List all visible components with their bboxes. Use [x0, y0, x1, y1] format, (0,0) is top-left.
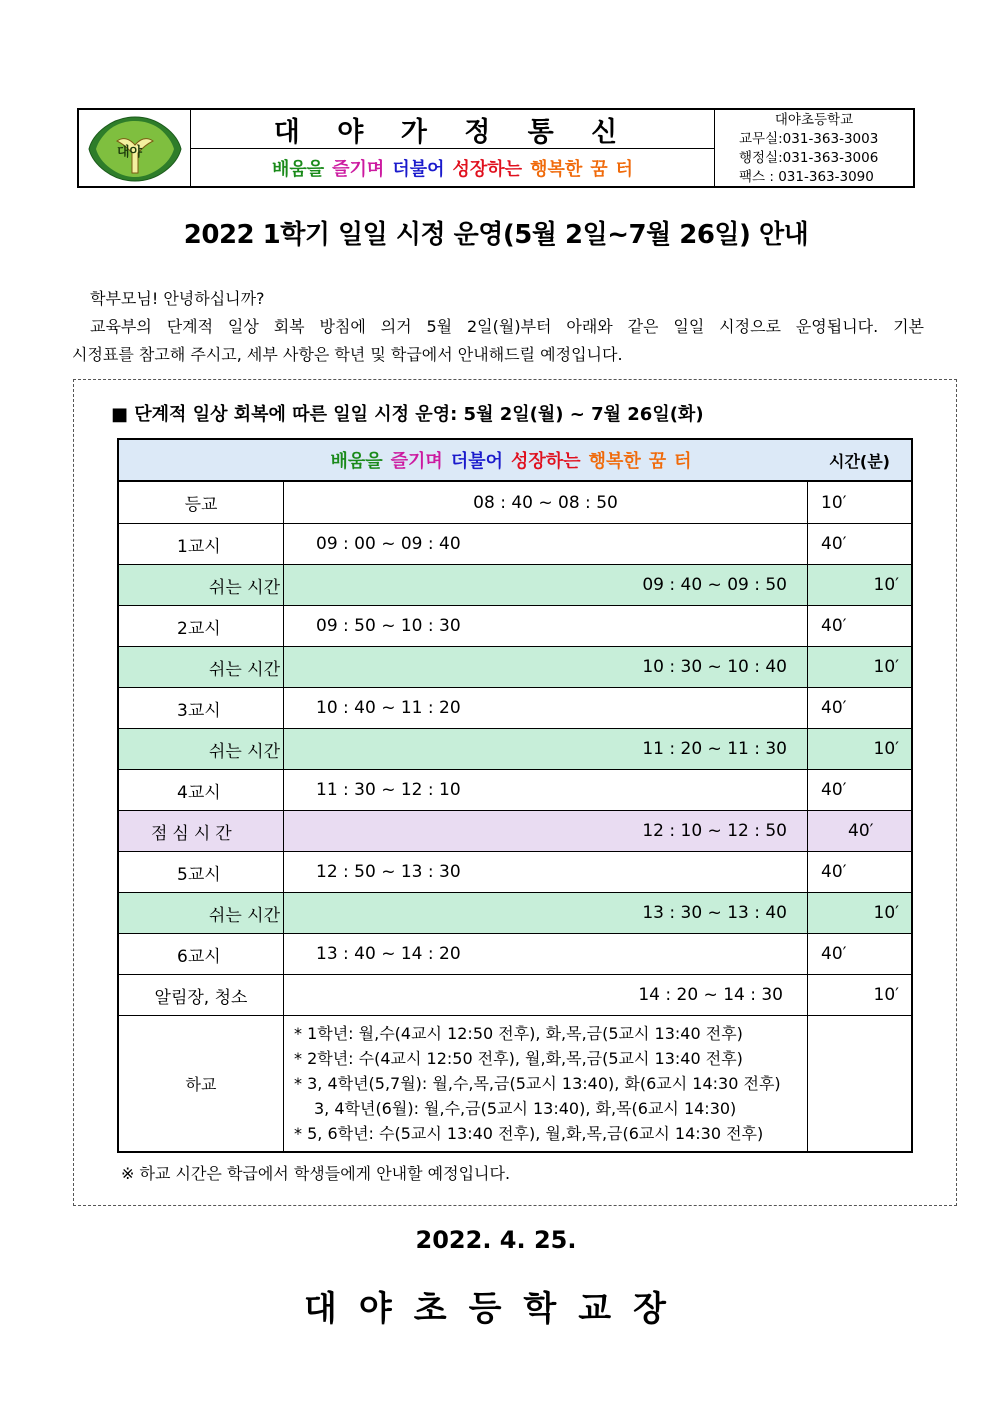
period-minutes: 40′ [821, 862, 847, 882]
period-time: 11 : 30 ~ 12 : 10 [284, 770, 808, 810]
table-row-break [119, 564, 911, 605]
table-row [119, 687, 911, 728]
slogan-word: 행복한 [530, 158, 583, 180]
table-row [119, 482, 911, 523]
contact-admin: 행정실:031-363-3006 [739, 150, 879, 166]
slogan-word: 더불어 [392, 158, 445, 180]
signer: 대야초등학교장 [304, 1289, 688, 1329]
period-minutes: 40′ [821, 780, 847, 800]
period-name: 등교 [119, 482, 284, 523]
intro-text [72, 285, 924, 369]
intro-line: 시정표를 참고해 주시고, 세부 사항은 학년 및 학급에서 안내해드릴 예정입니다. [72, 345, 623, 364]
table-row [119, 933, 911, 974]
slogan-word: 즐기며 [332, 158, 385, 180]
dismissal-line: * 1학년: 월,수(4교시 12:50 전후), 화,목,금(5교시 13:40 전후) [294, 1024, 743, 1043]
period-time: 08 : 40 ~ 08 : 50 [284, 482, 808, 523]
slogan-word: 터 [615, 158, 634, 180]
newsletter-title: 대 야 가 정 통 신 [191, 110, 714, 149]
period-name: 쉬는 시간 [119, 565, 284, 605]
table-row [119, 605, 911, 646]
page-title: 2022 1학기 일일 시정 운영(5월 2일~7월 26일) 안내 [183, 220, 809, 250]
period-name: 5교시 [119, 852, 284, 892]
dismissal-line: * 2학년: 수(4교시 12:50 전후), 월,화,목,금(5교시 13:40 전후) [294, 1049, 743, 1068]
period-name: 3교시 [119, 688, 284, 728]
period-minutes: 40′ [848, 821, 874, 841]
period-time: 13 : 40 ~ 14 : 20 [284, 934, 808, 974]
period-name: 6교시 [119, 934, 284, 974]
dismissal-line: * 5, 6학년: 수(5교시 13:40 전후), 월,화,목,금(6교시 14:30 전후) [294, 1124, 764, 1143]
school-emblem-icon [83, 111, 187, 185]
period-time: 13 : 30 ~ 13 : 40 [284, 893, 808, 933]
period-name: 쉬는 시간 [119, 647, 284, 687]
table-row-break [119, 646, 911, 687]
slogan-word: 즐기며 [390, 451, 443, 472]
period-minutes: 40′ [821, 698, 847, 718]
period-time: 09 : 50 ~ 10 : 30 [284, 606, 808, 646]
period-minutes: 10′ [873, 657, 899, 677]
period-name: 쉬는 시간 [119, 729, 284, 769]
period-minutes: 40′ [821, 944, 847, 964]
period-minutes: 40′ [821, 616, 847, 636]
slogan-word: 꿈 [648, 451, 667, 472]
table-row-lunch [119, 810, 911, 851]
table-row-dismissal [119, 1015, 911, 1151]
logo-text: 대야 [116, 145, 142, 160]
period-minutes: 10′ [873, 575, 899, 595]
table-row-break [119, 728, 911, 769]
period-name: 2교시 [119, 606, 284, 646]
slogan-word: 꿈 [590, 158, 608, 180]
table-row [119, 851, 911, 892]
period-name: 점심시간 [119, 811, 284, 851]
table-row [119, 974, 911, 1015]
period-name: 1교시 [119, 524, 284, 564]
slogan-word: 성장하는 [511, 451, 581, 472]
period-time: 09 : 00 ~ 09 : 40 [284, 524, 808, 564]
period-minutes: 10′ [821, 492, 847, 513]
period-minutes: 40′ [821, 534, 847, 554]
period-time: 11 : 20 ~ 11 : 30 [284, 729, 808, 769]
period-time: 10 : 30 ~ 10 : 40 [284, 647, 808, 687]
school-slogan [191, 149, 714, 186]
dismissal-line: * 3, 4학년(5,7월): 월,수,목,금(5교시 13:40), 화(6교시 14:30 전후) [294, 1074, 781, 1093]
slogan-word: 성장하는 [452, 158, 523, 180]
table-row [119, 769, 911, 810]
school-name: 대야초등학교 [774, 112, 854, 128]
issue-date: 2022. 4. 25. [415, 1226, 577, 1254]
school-logo [79, 110, 191, 186]
footnote: ※ 하교 시간은 학급에서 학생들에게 안내할 예정입니다. [121, 1164, 511, 1183]
table-header [119, 440, 911, 482]
newsletter-header [77, 108, 915, 188]
contact-office: 교무실:031-363-3003 [739, 131, 879, 147]
dismissal-line: 3, 4학년(6월): 월,수,금(5교시 13:40), 화,목(6교시 14:30) [314, 1099, 737, 1118]
table-row-break [119, 892, 911, 933]
period-time: 14 : 20 ~ 14 : 30 [284, 975, 808, 1015]
period-minutes: 10′ [873, 985, 899, 1005]
period-name: 하교 [119, 1016, 284, 1151]
period-time: 12 : 10 ~ 12 : 50 [284, 811, 808, 851]
time-column-header: 시간(분) [829, 451, 890, 471]
slogan-word: 배움을 [271, 158, 325, 180]
period-name: 쉬는 시간 [119, 893, 284, 933]
slogan-word: 배움을 [330, 451, 383, 472]
slogan-word: 더불어 [450, 451, 503, 472]
table-row [119, 523, 911, 564]
section-heading: ■ 단계적 일상 회복에 따른 일일 시정 운영: 5월 2일(월) ~ 7월 26일(화) [111, 404, 704, 425]
school-contacts [715, 110, 913, 186]
schedule-table [117, 438, 913, 1153]
contact-fax: 팩스 : 031-363-3090 [739, 169, 874, 185]
slogan-word: 터 [674, 451, 692, 472]
period-minutes: 10′ [873, 739, 899, 759]
greeting: 학부모님! 안녕하십니까? [90, 289, 265, 308]
slogan-word: 행복한 [588, 451, 641, 472]
period-time: 12 : 50 ~ 13 : 30 [284, 852, 808, 892]
dismissal-notes [284, 1016, 808, 1151]
intro-line: 교육부의 단계적 일상 회복 방침에 의거 5월 2일(월)부터 아래와 같은 일일 시정으로 운영됩니다. 기본 [90, 317, 924, 336]
period-time: 10 : 40 ~ 11 : 20 [284, 688, 808, 728]
period-minutes: 10′ [873, 903, 899, 923]
table-slogan [119, 440, 808, 480]
period-name: 알림장, 청소 [119, 975, 284, 1015]
period-name: 4교시 [119, 770, 284, 810]
period-time: 09 : 40 ~ 09 : 50 [284, 565, 808, 605]
